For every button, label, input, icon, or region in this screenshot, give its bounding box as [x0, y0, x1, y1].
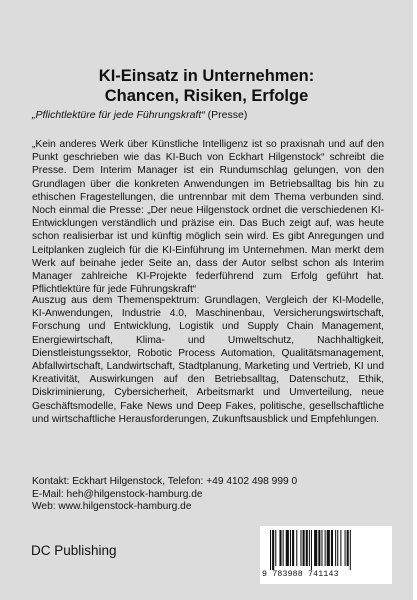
contact-email: E-Mail: heh@hilgenstock-hamburg.de — [32, 488, 203, 500]
book-title — [0, 66, 413, 106]
title-line-2: Chancen, Risiken, Erfolge — [104, 87, 309, 105]
tagline-source: (Presse) — [207, 109, 248, 121]
topics-paragraph: Auszug aus dem Themenspektrum: Grundlagen, Vergleich der KI-Modelle, KI-Anwendungen, Industrie 4.0, Maschinenbau, Versicherungswirtschaft, Forschung und Entwicklung, Logistik und Supply Chain Management, Energiewirtschaft, Klima- und Umweltschutz, Nachhaltigkeit, Dienstleistungssektor, Robotic Process Automation, Qualitätsmanagement, Abfallwirtschaft, Landwirtschaft, Stadtplanung, Marketing und Vertrieb, KI und Kreativität, Auswirkungen auf den Betriebsalltag, Datenschutz, Ethik, Diskriminierung, Cybersicherheit, Arbeitsmarkt und Umverteilung, neue Geschäftsmodelle, Fake News und Deep Fakes, politische, gesellschaftliche und wirtschaftliche Herausforderungen, Zukunftsausblick und Empfehlungen. — [32, 295, 384, 425]
publisher-name: DC Publishing — [31, 543, 117, 558]
tagline-quote: „Pflichtlektüre für jede Führungskraft“ — [32, 109, 205, 121]
contact-phone: Kontakt: Eckhart Hilgenstock, Telefon: +49 4102 498 999 0 — [32, 476, 298, 487]
contact-block — [32, 476, 392, 514]
barcode-bars — [268, 530, 384, 570]
contact-web: Web: www.hilgenstock-hamburg.de — [32, 501, 192, 512]
isbn-barcode — [260, 526, 392, 584]
page-edge — [413, 0, 417, 600]
tagline — [32, 108, 392, 122]
barcode-digits: 9 783988 741143 — [262, 570, 339, 579]
title-line-1: KI-Einsatz in Unternehmen: — [98, 67, 315, 85]
press-paragraph: „Kein anderes Werk über Künstliche Intelligenz ist so praxisnah und auf den Punkt geschrieben wie das KI-Buch von Eckhart Hilgenstock“ schreibt die Presse. Dem Interim Manager ist ein Rundumschlag gelungen, von den Grundlagen über die konkreten Anwendungen im Betriebsalltag bis hin zu ethischen Fragestellungen, die untrennbar mit dem Thema verbunden sind. Noch einmal die Presse: „Der neue Hilgenstock ordnet die verschiedenen KI-Entwicklungen verständlich und präzise ein. Das Buch zeigt auf, was heute schon realisierbar ist und künftig möglich sein wird. Es gibt Anregungen und Leitplanken zugleich für die KI-Einführung im Unternehmen. Man merkt dem Werk auf beinahe jeder Seite an, dass der Autor selbst schon als Interim Manager zahlreiche KI-Projekte federführend zum Erfolg geführt hat. Pflichtlektüre für jede Führungskraft“ — [32, 139, 384, 296]
